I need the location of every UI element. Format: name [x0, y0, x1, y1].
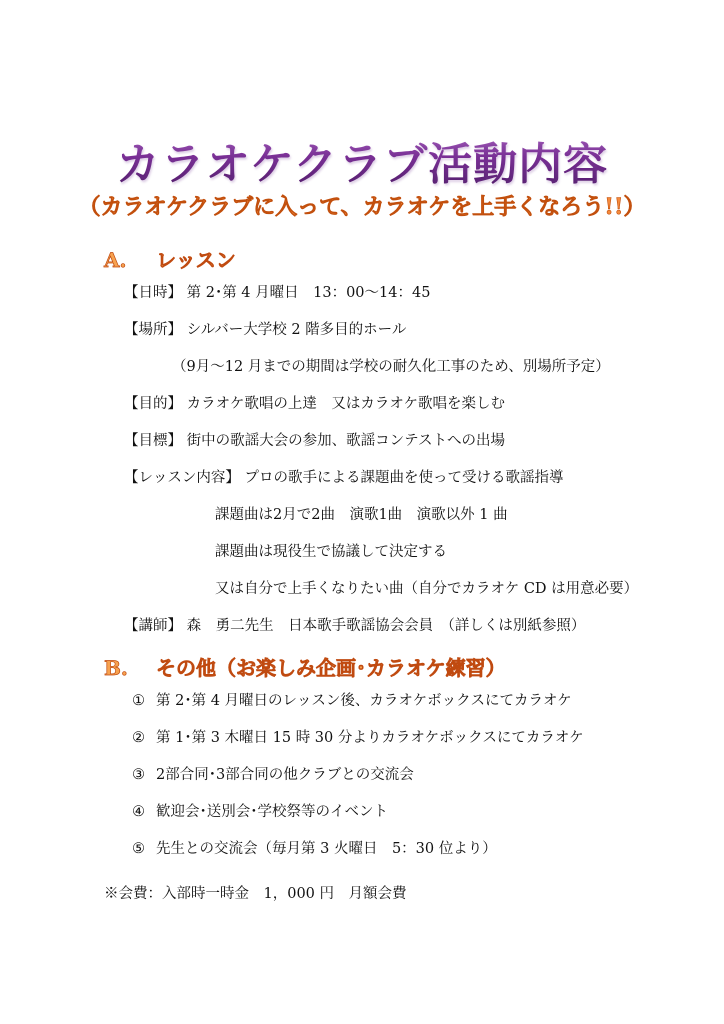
page-title: カラオケクラブ活動内容: [0, 128, 724, 192]
section-b-letter: B.: [104, 656, 128, 680]
section-a-heading: [104, 244, 236, 273]
section-a-title: レッスン: [156, 248, 236, 272]
section-b-title: その他（お楽しみ企画･カラオケ練習）: [156, 656, 506, 680]
detail-line-place: 【場所】 シルバー大学校 2 階多目的ホール: [124, 322, 407, 338]
detail-line-schedule: 【日時】 第 2･第 4 月曜日 13：00～14：45: [124, 285, 431, 301]
detail-line-goal: 【目標】 街中の歌謡大会の参加、歌謡コンテストへの出場: [124, 433, 506, 449]
detail-line-lesson-songs: 課題曲は2月で2曲 演歌1曲 演歌以外 1 曲: [215, 507, 508, 523]
list-item: [132, 689, 572, 710]
detail-line-purpose: 【目的】 カラオケ歌唱の上達 又はカラオケ歌唱を楽しむ: [124, 396, 506, 412]
list-item-number: ②: [132, 730, 145, 746]
page-subtitle: （カラオケクラブに入って、カラオケを上手くなろう!!）: [78, 194, 646, 220]
list-item: [132, 800, 388, 821]
list-item-number: ③: [132, 767, 145, 783]
list-item: [132, 837, 497, 858]
membership-fee-note: ※会費：入部時一時金 1，000 円 月額会費: [104, 886, 407, 902]
list-item-text: 第 2･第 4 月曜日のレッスン後、カラオケボックスにてカラオケ: [156, 693, 572, 709]
list-item-number: ⑤: [132, 841, 145, 857]
section-b-heading: [104, 652, 506, 681]
list-item: [132, 726, 584, 747]
list-item-number: ④: [132, 804, 145, 820]
detail-line-lesson: 【レッスン内容】 プロの歌手による課題曲を使って受ける歌謡指導: [124, 470, 564, 486]
detail-line-lesson-own: 又は自分で上手くなりたい曲（自分でカラオケ CD は用意必要）: [215, 581, 639, 597]
detail-line-place-note: （9月～12 月までの期間は学校の耐久化工事のため、別場所予定）: [172, 359, 610, 375]
list-item-text: 歓迎会･送別会･学校祭等のイベント: [156, 804, 388, 820]
list-item-text: 第 1･第 3 木曜日 15 時 30 分よりカラオケボックスにてカラオケ: [156, 730, 584, 746]
section-a-letter: A.: [104, 248, 127, 272]
detail-line-lesson-decide: 課題曲は現役生で協議して決定する: [215, 544, 447, 560]
list-item-text: 先生との交流会（毎月第 3 火曜日 5：30 位より）: [156, 841, 497, 857]
list-item-number: ①: [132, 693, 145, 709]
list-item-text: 2部合同･3部合同の他クラブとの交流会: [156, 767, 414, 783]
list-item: [132, 763, 414, 784]
detail-line-teacher: 【講師】 森 勇二先生 日本歌手歌謡協会会員 （詳しくは別紙参照）: [124, 618, 586, 634]
